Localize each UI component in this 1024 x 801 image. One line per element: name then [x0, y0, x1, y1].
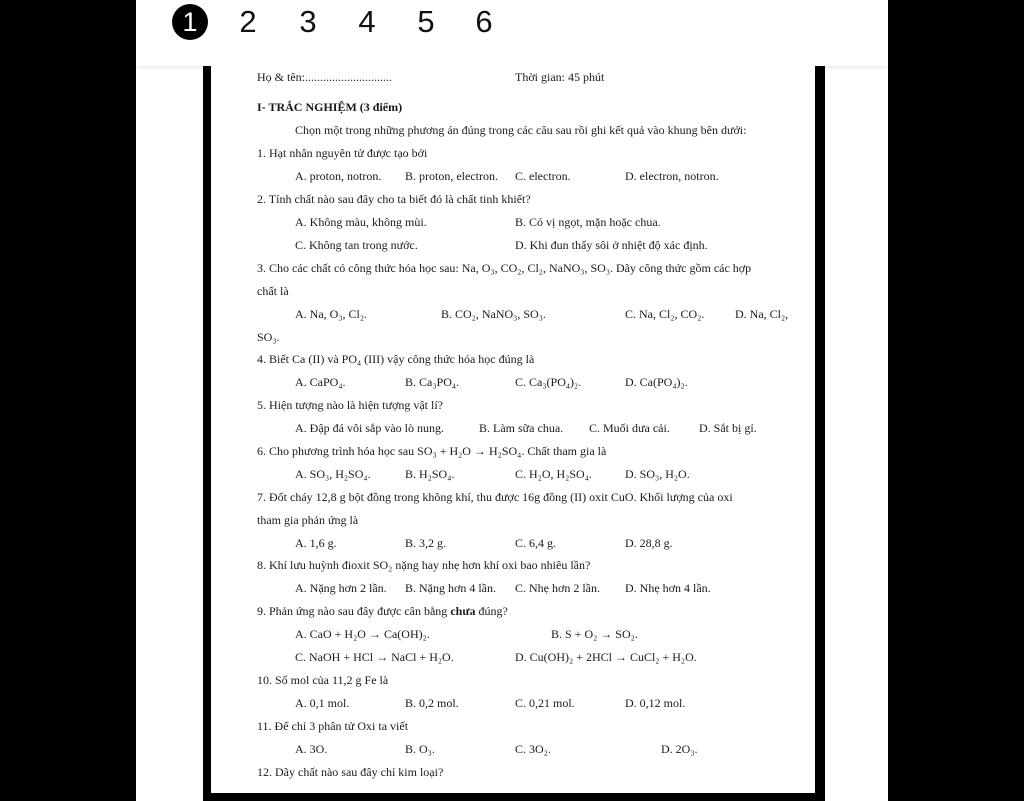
q6-option-b: B. H₂SO₄.: [405, 467, 455, 481]
q2-option-a: A. Không màu, không mùi.: [295, 215, 427, 229]
q7-option-c: C. 6,4 g.: [515, 536, 557, 550]
q3-option-c: C. Na, Cl₂, CO₂.: [625, 307, 705, 321]
q6-option-a: A. SO₃, H₂SO₄.: [295, 467, 371, 481]
q11-option-b: B. O₃.: [405, 742, 435, 756]
question-3-cont: chất là: [257, 284, 289, 298]
q10-option-b: B. 0,2 mol.: [405, 696, 459, 710]
q3-option-d: D. Na, Cl₂,: [735, 307, 789, 321]
q11-option-a: A. 3O.: [295, 742, 328, 756]
q11-option-c: C. 3O₂.: [515, 742, 551, 756]
q9-option-b: B. S + O₂ → SO₂.: [551, 627, 638, 641]
question-12: 12. Dãy chất nào sau đây chỉ kim loại?: [257, 765, 444, 779]
exam-document: [211, 66, 815, 793]
question-9-text-end: đúng?: [475, 604, 508, 618]
q9-option-a: A. CaO + H₂O → Ca(OH)₂.: [295, 627, 430, 641]
question-11: 11. Để chỉ 3 phân tử Oxi ta viết: [257, 719, 409, 733]
question-1: 1. Hạt nhân nguyên tử được tạo bởi: [257, 146, 428, 160]
question-3: 3. Cho các chất có công thức hóa học sau: Na, O₃, CO₂, Cl₂, NaNO₃, SO₃. Dãy công thức gồm các hợp: [257, 261, 752, 275]
q1-option-d: D. electron, notron.: [625, 169, 719, 183]
q10-option-d: D. 0,12 mol.: [625, 696, 686, 710]
section-instruction: Chọn một trong những phương án đúng trong các câu sau rồi ghi kết quả vào khung bên dưới:: [295, 123, 747, 137]
q2-option-b: B. Có vị ngọt, mặn hoặc chua.: [515, 215, 661, 229]
q6-option-c: C. H₂O, H₂SO₄.: [515, 467, 592, 481]
q3-option-a: A. Na, O₃, Cl₂.: [295, 307, 368, 321]
question-5: 5. Hiện tượng nào là hiện tượng vật lí?: [257, 398, 443, 412]
q4-option-b: B. Ca₃PO₄.: [405, 375, 460, 389]
q11-option-d: D. 2O₃.: [661, 742, 698, 756]
q7-option-b: B. 3,2 g.: [405, 536, 447, 550]
q1-option-b: B. proton, electron.: [405, 169, 498, 183]
question-2: 2. Tính chất nào sau đây cho ta biết đó là chất tinh khiết?: [257, 192, 531, 206]
question-7: 7. Đốt cháy 12,8 g bột đồng trong không khí, thu được 16g đồng (II) oxit CuO. Khối lượng của oxi: [257, 490, 733, 504]
q10-option-c: C. 0,21 mol.: [515, 696, 575, 710]
q3-option-d-cont: SO₃.: [257, 330, 280, 344]
question-9-text: 9. Phản ứng nào sau đây được cân bằng: [257, 604, 451, 618]
q5-option-b: B. Làm sữa chua.: [479, 421, 564, 435]
page-selector: [136, 0, 888, 66]
question-7-cont: tham gia phản ứng là: [257, 513, 359, 527]
question-9-emphasis: chưa: [450, 604, 476, 618]
q3-option-b: B. CO₂, NaNO₃, SO₃.: [441, 307, 546, 321]
section-title: I- TRẮC NGHIỆM (3 điểm): [257, 100, 403, 114]
q1-option-a: A. proton, notron.: [295, 169, 382, 183]
question-4: 4. Biết Ca (II) và PO₄ (III) vậy công thức hóa học đúng là: [257, 352, 535, 366]
page-tab-1[interactable]: 1: [172, 4, 208, 40]
q5-option-a: A. Đập đá vôi sắp vào lò nung.: [295, 421, 444, 435]
q4-option-c: C. Ca₃(PO₄)₂.: [515, 375, 582, 389]
q7-option-a: A. 1,6 g.: [295, 536, 337, 550]
document-bottom-edge: [203, 793, 825, 801]
page-tab-3[interactable]: 3: [299, 4, 317, 39]
q8-option-c: C. Nhẹ hơn 2 lần.: [515, 581, 601, 595]
q8-option-b: B. Nặng hơn 4 lần.: [405, 581, 497, 595]
q10-option-a: A. 0,1 mol.: [295, 696, 350, 710]
name-field-label: Họ & tên:.............................: [257, 70, 392, 84]
q8-option-d: D. Nhẹ hơn 4 lần.: [625, 581, 711, 595]
q2-option-d: D. Khi đun thấy sôi ở nhiệt độ xác định.: [515, 238, 708, 252]
question-9: [257, 604, 508, 618]
question-10: 10. Số mol của 11,2 g Fe là: [257, 673, 389, 687]
q1-option-c: C. electron.: [515, 169, 571, 183]
question-8: 8. Khí lưu huỳnh đioxit SO₂ nặng hay nhẹ hơn khí oxi bao nhiêu lần?: [257, 558, 591, 572]
page-tab-5[interactable]: 5: [417, 4, 435, 39]
page-tab-6[interactable]: 6: [475, 4, 493, 39]
q6-option-d: D. SO₃, H₂O.: [625, 467, 690, 481]
q9-option-d: D. Cu(OH)₂ + 2HCl → CuCl₂ + H₂O.: [515, 650, 697, 664]
q9-option-c: C. NaOH + HCl → NaCl + H₂O.: [295, 650, 454, 664]
q8-option-a: A. Nặng hơn 2 lần.: [295, 581, 387, 595]
q4-option-a: A. CaPO₄.: [295, 375, 346, 389]
page-tab-2[interactable]: 2: [239, 4, 257, 39]
time-label: Thời gian: 45 phút: [515, 70, 605, 84]
document-frame: [203, 66, 825, 801]
q2-option-c: C. Không tan trong nước.: [295, 238, 418, 252]
question-6: 6. Cho phương trình hóa học sau SO₃ + H₂O → H₂SO₄. Chất tham gia là: [257, 444, 607, 458]
q4-option-d: D. Ca(PO₄)₂.: [625, 375, 688, 389]
page-tab-4[interactable]: 4: [358, 4, 376, 39]
q5-option-c: C. Muối dưa cải.: [589, 421, 670, 435]
q5-option-d: D. Sắt bị gỉ.: [699, 421, 757, 435]
q7-option-d: D. 28,8 g.: [625, 536, 673, 550]
